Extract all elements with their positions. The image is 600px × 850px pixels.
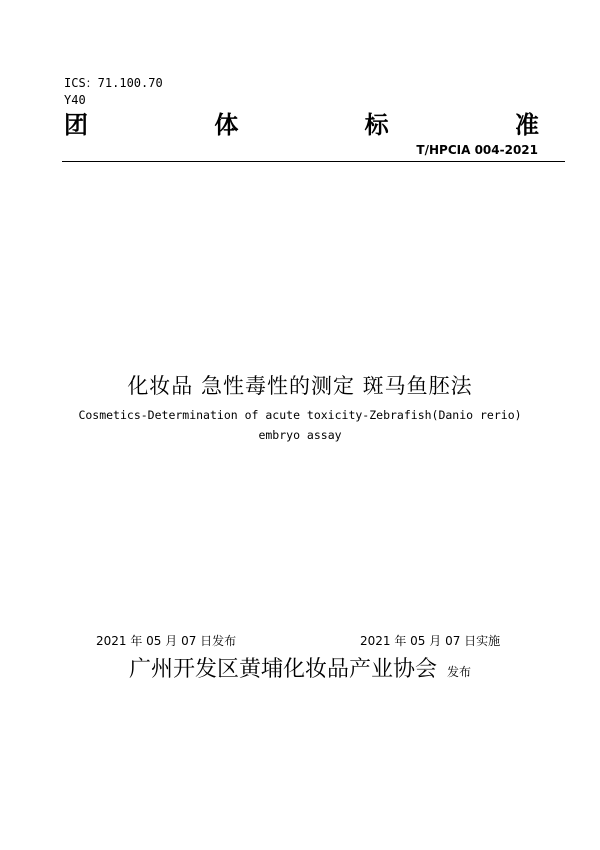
ics-code: ICS：71.100.70	[64, 76, 163, 90]
document-title-chinese: 化妆品 急性毒性的测定 斑马鱼胚法	[127, 374, 473, 398]
document-title-english-line-2: embryo assay	[258, 428, 342, 442]
header-divider	[62, 161, 565, 162]
issuer-name: 广州开发区黄埔化妆品产业协会	[128, 657, 437, 682]
standard-type-char: 体	[214, 111, 239, 139]
standard-code: T/HPCIA 004-2021	[416, 143, 538, 157]
standard-type-char: 团	[64, 111, 88, 139]
standard-type-heading	[64, 110, 539, 140]
standard-type-char: 准	[514, 111, 539, 139]
issue-date: 2021 年 05 月 07 日发布	[96, 634, 237, 648]
document-title-english-line-1: Cosmetics-Determination of acute toxicity-Zebrafish(Danio rerio)	[78, 408, 522, 422]
ccs-code: Y40	[64, 93, 86, 107]
issuer-row	[0, 652, 600, 683]
implementation-date: 2021 年 05 月 07 日实施	[360, 634, 501, 648]
issuer-suffix: 发布	[447, 665, 472, 679]
standard-type-char: 标	[364, 111, 389, 139]
